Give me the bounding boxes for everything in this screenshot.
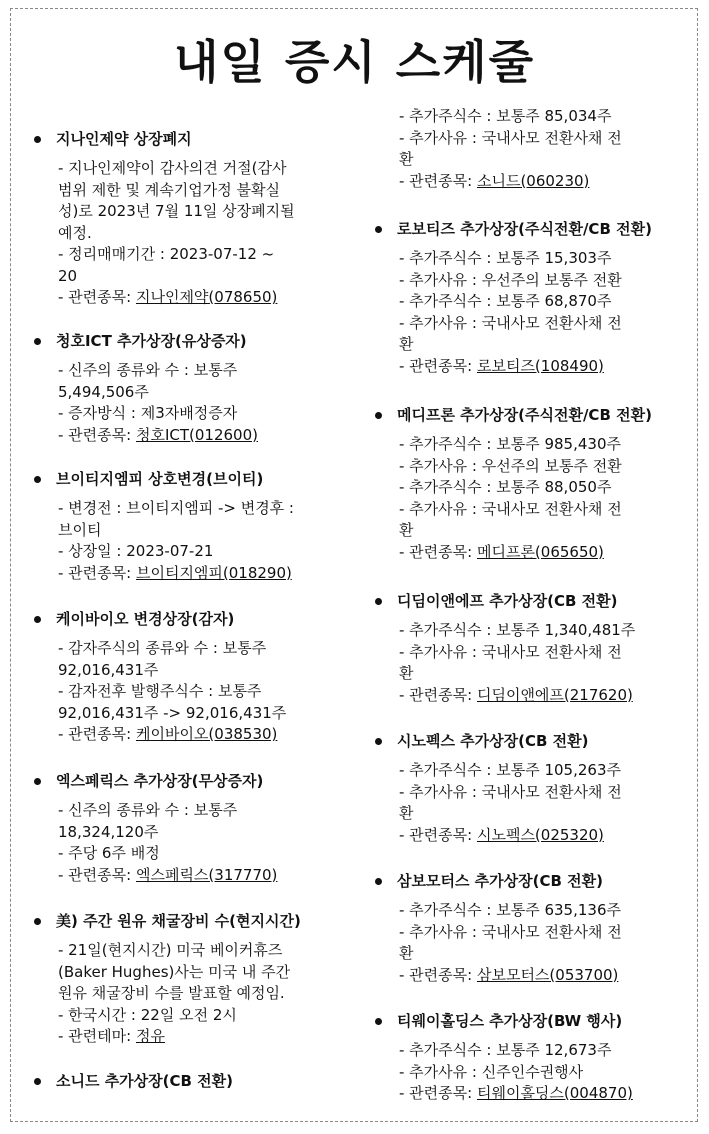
related-label: - 관련종목: (399, 542, 477, 561)
heading-text: 디딤이앤에프 추가상장(CB 전환) (397, 592, 618, 610)
detail-line: - 21일(현지시간) 미국 베이커휴즈 (58, 941, 283, 959)
bullet-icon (375, 878, 382, 885)
item-heading (34, 770, 348, 792)
detail-line: 예정. (58, 223, 92, 242)
bullet-icon (375, 226, 382, 233)
detail-line: - 추가주식수 : 보통주 1,340,481주 (399, 621, 636, 639)
detail-line: - 추가사유 : 국내사모 전환사채 전 (399, 642, 622, 661)
item-details (375, 1040, 689, 1105)
detail-line: - 증자방식 : 제3자배정증자 (58, 404, 238, 422)
related-label: - 관련종목: (58, 725, 136, 743)
detail-line: - 추가사유 : 국내사모 전환사채 전 (399, 499, 622, 518)
detail-line: - 추가주식수 : 보통주 12,673주 (399, 1041, 612, 1059)
related-stock-link[interactable]: 정유 (135, 1027, 165, 1045)
detail-line: 92,016,431주 -> 92,016,431주 (58, 703, 287, 722)
item-heading (375, 730, 689, 752)
item-heading (375, 590, 689, 612)
schedule-item (375, 730, 689, 846)
related-label: - 관련종목: (399, 685, 477, 704)
item-details (375, 248, 689, 377)
schedule-item (375, 106, 689, 192)
heading-text: 지나인제약 상장폐지 (56, 130, 192, 148)
item-details (375, 760, 689, 846)
item-details (34, 158, 348, 309)
item-heading (34, 128, 348, 150)
heading-text: 케이바이오 변경상장(감자) (56, 610, 235, 628)
schedule-item (375, 404, 689, 563)
schedule-item (375, 870, 689, 986)
detail-line: 환 (399, 521, 414, 539)
related-stock-link[interactable]: 메디프론(065650) (476, 542, 604, 561)
bullet-icon (375, 412, 382, 419)
related-stock-link[interactable]: 청호ICT(012600) (135, 425, 258, 444)
item-details (34, 638, 348, 746)
schedule-item (34, 1070, 348, 1100)
related-stock-line (58, 287, 348, 309)
schedule-item (34, 770, 348, 886)
bullet-icon (34, 918, 41, 925)
item-details (34, 498, 348, 584)
detail-line: - 신주의 종류와 수 : 보통주 (58, 801, 238, 819)
detail-line: 환 (399, 664, 414, 682)
item-heading (375, 404, 689, 426)
detail-line: 92,016,431주 (58, 660, 159, 679)
heading-text: 브이티지엠피 상호변경(브이티) (56, 470, 264, 488)
related-stock-line (58, 724, 348, 746)
related-stock-link[interactable]: 로보티즈(108490) (476, 356, 604, 375)
related-stock-line (399, 1083, 689, 1105)
related-stock-link[interactable]: 케이바이오(038530) (135, 725, 278, 743)
item-heading (34, 468, 348, 490)
related-label: - 관련종목: (399, 356, 477, 375)
detail-line: - 감자전후 발행주식수 : 보통주 (58, 682, 262, 700)
heading-text: 메디프론 추가상장(주식전환/CB 전환) (397, 406, 652, 424)
schedule-item (375, 1010, 689, 1105)
item-details (34, 360, 348, 446)
detail-line: - 추가사유 : 국내사모 전환사채 전 (399, 922, 622, 941)
heading-text: 시노펙스 추가상장(CB 전환) (397, 732, 589, 750)
heading-text: 삼보모터스 추가상장(CB 전환) (397, 872, 603, 890)
bullet-icon (34, 1078, 41, 1085)
related-stock-line (399, 542, 689, 564)
item-heading (375, 218, 689, 240)
detail-line: - 추가사유 : 국내사모 전환사채 전 (399, 313, 622, 332)
detail-line: - 추가사유 : 신주인수권행사 (399, 1062, 584, 1081)
detail-line: 18,324,120주 (58, 822, 159, 841)
bullet-icon (375, 598, 382, 605)
related-stock-link[interactable]: 지나인제약(078650) (135, 288, 278, 306)
detail-line: - 변경전 : 브이티지엠피 -> 변경후 : (58, 499, 294, 517)
related-stock-line (58, 865, 348, 887)
related-stock-link[interactable]: 티웨이홀딩스(004870) (476, 1084, 633, 1102)
bullet-icon (375, 738, 382, 745)
related-label: - 관련테마: (58, 1027, 136, 1045)
schedule-item (375, 218, 689, 377)
detail-line: 원유 채굴장비 수를 발표할 예정임. (58, 984, 285, 1002)
detail-line: - 추가사유 : 우선주의 보통주 전환 (399, 270, 622, 289)
detail-line: 20 (58, 266, 78, 285)
item-heading (34, 910, 348, 932)
related-stock-line (399, 356, 689, 378)
detail-line: - 추가주식수 : 보통주 635,136주 (399, 901, 621, 919)
bullet-icon (34, 338, 41, 345)
related-label: - 관련종목: (399, 1084, 477, 1102)
heading-text: 로보티즈 추가상장(주식전환/CB 전환) (397, 220, 652, 238)
related-stock-line (58, 425, 348, 447)
related-stock-link[interactable]: 시노펙스(025320) (476, 825, 604, 844)
item-heading (34, 1070, 348, 1092)
item-details (34, 800, 348, 886)
related-stock-line (399, 825, 689, 847)
detail-line: 성)로 2023년 7월 11일 상장폐지될 (58, 202, 295, 220)
related-label: - 관련종목: (58, 563, 136, 582)
bullet-icon (34, 476, 41, 483)
detail-line: 환 (399, 804, 414, 822)
related-label: - 관련종목: (58, 865, 136, 884)
detail-line: - 지나인제약이 감사의견 거절(감사 (58, 159, 287, 177)
detail-line: - 추가주식수 : 보통주 15,303주 (399, 249, 612, 267)
item-heading (34, 330, 348, 352)
item-details (34, 940, 348, 1048)
item-details (375, 106, 689, 192)
related-stock-link[interactable]: 엑스페릭스(317770) (135, 865, 278, 884)
item-heading (375, 1010, 689, 1032)
related-label: - 관련종목: (58, 425, 136, 444)
item-heading (375, 870, 689, 892)
item-heading (34, 608, 348, 630)
related-stock-line (399, 685, 689, 707)
related-stock-line (399, 965, 689, 987)
heading-text: 청호ICT 추가상장(유상증자) (56, 332, 247, 350)
detail-line: - 추가사유 : 국내사모 전환사채 전 (399, 782, 622, 801)
related-stock-line (399, 171, 689, 193)
schedule-item (34, 330, 348, 446)
schedule-item (34, 608, 348, 746)
detail-line: (Baker Hughes)사는 미국 내 주간 (58, 962, 291, 981)
related-stock-line (58, 563, 348, 585)
schedule-item (375, 590, 689, 706)
detail-line: - 감자주식의 종류와 수 : 보통주 (58, 639, 267, 657)
related-label: - 관련종목: (399, 171, 477, 190)
detail-line: - 주당 6주 배정 (58, 844, 160, 862)
related-label: - 관련종목: (58, 288, 136, 306)
detail-line: - 한국시간 : 22일 오전 2시 (58, 1005, 237, 1024)
item-details (375, 900, 689, 986)
schedule-item (34, 468, 348, 584)
bullet-icon (375, 1018, 382, 1025)
detail-line: 환 (399, 150, 414, 168)
page-title: 내일 증시 스케줄 (173, 35, 536, 89)
detail-line: 범위 제한 및 계속기업가정 불확실 (58, 180, 280, 199)
heading-text: 美) 주간 원유 채굴장비 수(현지시간) (56, 912, 301, 930)
schedule-item (34, 910, 348, 1048)
related-stock-link[interactable]: 소니드(060230) (476, 171, 590, 190)
detail-line: - 추가사유 : 국내사모 전환사채 전 (399, 128, 622, 147)
detail-line: - 추가주식수 : 보통주 105,263주 (399, 761, 621, 779)
heading-text: 엑스페릭스 추가상장(무상증자) (56, 772, 264, 790)
related-stock-link[interactable]: 브이티지엠피(018290) (135, 563, 292, 582)
item-details (375, 620, 689, 706)
related-stock-line (58, 1026, 348, 1048)
detail-line: - 추가사유 : 우선주의 보통주 전환 (399, 456, 622, 475)
detail-line: - 추가주식수 : 보통주 68,870주 (399, 292, 612, 310)
detail-line: 환 (399, 944, 414, 962)
detail-line: - 추가주식수 : 보통주 88,050주 (399, 478, 612, 496)
detail-line: 브이티 (58, 520, 102, 539)
related-label: - 관련종목: (399, 965, 477, 984)
detail-line: - 추가주식수 : 보통주 85,034주 (399, 107, 612, 125)
detail-line: 5,494,506주 (58, 382, 149, 401)
bullet-icon (34, 778, 41, 785)
item-details (375, 434, 689, 563)
detail-line: - 상장일 : 2023-07-21 (58, 542, 214, 560)
related-stock-link[interactable]: 디딤이앤에프(217620) (476, 685, 633, 704)
bullet-icon (34, 616, 41, 623)
detail-line: - 신주의 종류와 수 : 보통주 (58, 361, 238, 379)
heading-text: 티웨이홀딩스 추가상장(BW 행사) (397, 1012, 623, 1030)
related-stock-link[interactable]: 삼보모터스(053700) (476, 965, 619, 984)
related-label: - 관련종목: (399, 825, 477, 844)
heading-text: 소니드 추가상장(CB 전환) (56, 1072, 234, 1090)
detail-line: - 정리매매기간 : 2023-07-12 ~ (58, 245, 275, 263)
detail-line: 환 (399, 335, 414, 353)
bullet-icon (34, 136, 41, 143)
schedule-item (34, 128, 348, 309)
detail-line: - 추가주식수 : 보통주 985,430주 (399, 435, 621, 453)
